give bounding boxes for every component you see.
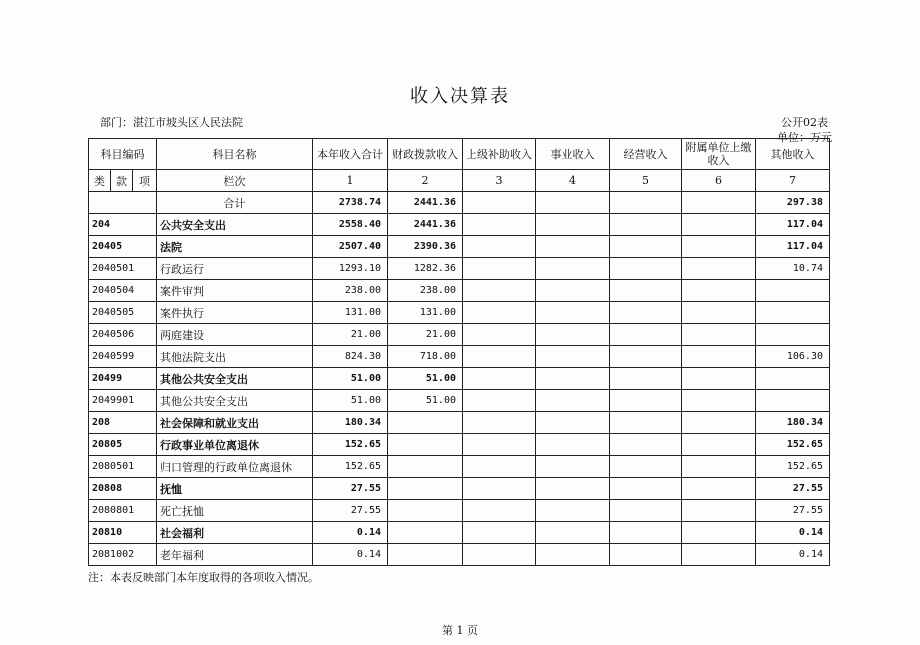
header-col-5: 经营收入 <box>610 139 682 170</box>
amount-cell: 824.30 <box>313 346 388 368</box>
subject-code: 2040501 <box>89 258 157 280</box>
amount-cell <box>756 368 830 390</box>
amount-cell <box>536 544 610 566</box>
amount-cell: 2390.36 <box>388 236 463 258</box>
amount-cell: 0.14 <box>313 544 388 566</box>
subject-name: 行政事业单位离退休 <box>157 434 313 456</box>
amount-cell <box>536 522 610 544</box>
subject-name: 法院 <box>157 236 313 258</box>
amount-cell <box>388 412 463 434</box>
col-number-4: 4 <box>536 170 610 192</box>
header-col-4: 事业收入 <box>536 139 610 170</box>
col-number-6: 6 <box>682 170 756 192</box>
amount-cell <box>682 280 756 302</box>
table-row <box>89 522 830 544</box>
subject-name: 案件审判 <box>157 280 313 302</box>
table-row <box>89 456 830 478</box>
amount-cell <box>463 302 536 324</box>
department-label: 部门：湛江市坡头区人民法院 <box>100 116 243 129</box>
amount-cell <box>610 324 682 346</box>
amount-cell <box>463 522 536 544</box>
amount-cell <box>536 324 610 346</box>
amount-cell <box>536 368 610 390</box>
amount-cell <box>463 456 536 478</box>
amount-cell: 0.14 <box>756 522 830 544</box>
table-row <box>89 214 830 236</box>
amount-cell: 131.00 <box>313 302 388 324</box>
amount-cell: 51.00 <box>388 368 463 390</box>
subject-name: 社会保障和就业支出 <box>157 412 313 434</box>
amount-cell <box>536 478 610 500</box>
amount-cell: 152.65 <box>313 456 388 478</box>
form-number: 公开02表 <box>781 116 828 129</box>
amount-cell <box>682 544 756 566</box>
header-kuan: 款 <box>111 170 133 192</box>
amount-cell: 117.04 <box>756 214 830 236</box>
amount-cell <box>756 302 830 324</box>
page-number: 第 1 页 <box>442 624 478 637</box>
amount-cell: 1293.10 <box>313 258 388 280</box>
subject-code: 20405 <box>89 236 157 258</box>
amount-cell <box>610 412 682 434</box>
amount-cell <box>610 214 682 236</box>
amount-cell: 27.55 <box>756 478 830 500</box>
header-lei: 类 <box>89 170 111 192</box>
amount-cell <box>388 478 463 500</box>
header-col-3: 上级补助收入 <box>463 139 536 170</box>
table-row <box>89 500 830 522</box>
amount-cell: 21.00 <box>388 324 463 346</box>
amount-cell <box>682 412 756 434</box>
amount-cell <box>463 412 536 434</box>
amount-cell: 2558.40 <box>313 214 388 236</box>
subject-name: 行政运行 <box>157 258 313 280</box>
total-value <box>610 192 682 214</box>
amount-cell: 106.30 <box>756 346 830 368</box>
amount-cell <box>610 434 682 456</box>
subject-code: 20808 <box>89 478 157 500</box>
subject-code: 2080801 <box>89 500 157 522</box>
amount-cell <box>536 346 610 368</box>
subject-code: 2040506 <box>89 324 157 346</box>
income-table <box>88 138 830 566</box>
amount-cell <box>463 500 536 522</box>
amount-cell <box>682 522 756 544</box>
table-row <box>89 368 830 390</box>
amount-cell <box>463 478 536 500</box>
header-col-2: 财政拨款收入 <box>388 139 463 170</box>
amount-cell: 718.00 <box>388 346 463 368</box>
subject-name: 其他公共安全支出 <box>157 390 313 412</box>
amount-cell <box>536 280 610 302</box>
total-value: 2441.36 <box>388 192 463 214</box>
amount-cell: 51.00 <box>313 390 388 412</box>
total-row <box>89 192 830 214</box>
subject-name: 公共安全支出 <box>157 214 313 236</box>
amount-cell: 117.04 <box>756 236 830 258</box>
amount-cell: 131.00 <box>388 302 463 324</box>
amount-cell <box>536 390 610 412</box>
col-number-7: 7 <box>756 170 830 192</box>
amount-cell <box>536 302 610 324</box>
amount-cell: 0.14 <box>313 522 388 544</box>
row-index-label: 栏次 <box>157 170 313 192</box>
amount-cell <box>682 214 756 236</box>
amount-cell <box>536 434 610 456</box>
amount-cell <box>610 456 682 478</box>
table-row <box>89 280 830 302</box>
subject-name: 老年福利 <box>157 544 313 566</box>
amount-cell <box>682 478 756 500</box>
amount-cell <box>536 214 610 236</box>
table-row <box>89 544 830 566</box>
amount-cell <box>610 500 682 522</box>
header-subject-code: 科目编码 <box>89 139 157 170</box>
subject-code: 20805 <box>89 434 157 456</box>
total-value <box>463 192 536 214</box>
amount-cell: 152.65 <box>756 434 830 456</box>
amount-cell <box>610 346 682 368</box>
amount-cell <box>536 500 610 522</box>
amount-cell: 21.00 <box>313 324 388 346</box>
subject-code: 2080501 <box>89 456 157 478</box>
amount-cell <box>756 280 830 302</box>
page-title: 收入决算表 <box>410 86 510 107</box>
subject-code: 2040504 <box>89 280 157 302</box>
amount-cell <box>682 390 756 412</box>
amount-cell: 152.65 <box>756 456 830 478</box>
amount-cell <box>536 236 610 258</box>
amount-cell <box>536 456 610 478</box>
amount-cell <box>536 258 610 280</box>
amount-cell <box>463 280 536 302</box>
col-number-3: 3 <box>463 170 536 192</box>
amount-cell <box>388 544 463 566</box>
table-row <box>89 412 830 434</box>
amount-cell <box>388 456 463 478</box>
amount-cell <box>756 390 830 412</box>
col-number-5: 5 <box>610 170 682 192</box>
col-number-2: 2 <box>388 170 463 192</box>
subject-name: 抚恤 <box>157 478 313 500</box>
amount-cell: 0.14 <box>756 544 830 566</box>
amount-cell <box>682 500 756 522</box>
total-label: 合计 <box>157 192 313 214</box>
amount-cell <box>463 434 536 456</box>
amount-cell <box>610 478 682 500</box>
amount-cell <box>463 346 536 368</box>
amount-cell <box>610 368 682 390</box>
amount-cell <box>610 280 682 302</box>
footnote: 注：本表反映部门本年度取得的各项收入情况。 <box>88 571 319 584</box>
total-value <box>536 192 610 214</box>
header-col-1: 本年收入合计 <box>313 139 388 170</box>
amount-cell: 180.34 <box>313 412 388 434</box>
subject-name: 社会福利 <box>157 522 313 544</box>
amount-cell <box>610 522 682 544</box>
amount-cell: 27.55 <box>313 478 388 500</box>
total-value <box>682 192 756 214</box>
subject-code: 20810 <box>89 522 157 544</box>
amount-cell <box>388 500 463 522</box>
amount-cell: 180.34 <box>756 412 830 434</box>
amount-cell: 152.65 <box>313 434 388 456</box>
subject-code: 2040505 <box>89 302 157 324</box>
amount-cell <box>463 368 536 390</box>
amount-cell <box>463 258 536 280</box>
amount-cell <box>682 302 756 324</box>
amount-cell <box>610 390 682 412</box>
amount-cell <box>682 346 756 368</box>
amount-cell <box>682 236 756 258</box>
table-row <box>89 346 830 368</box>
table-row <box>89 390 830 412</box>
amount-cell <box>610 302 682 324</box>
unit-label: 单位：万元 <box>777 131 832 144</box>
col-number-1: 1 <box>313 170 388 192</box>
amount-cell <box>610 258 682 280</box>
subject-code: 2040599 <box>89 346 157 368</box>
amount-cell <box>756 324 830 346</box>
total-code-cell <box>89 192 157 214</box>
amount-cell <box>682 434 756 456</box>
header-col-6: 附属单位上缴收入 <box>682 139 756 170</box>
subject-code: 20499 <box>89 368 157 390</box>
header-xiang: 项 <box>133 170 157 192</box>
amount-cell: 10.74 <box>756 258 830 280</box>
amount-cell: 2507.40 <box>313 236 388 258</box>
table-row <box>89 434 830 456</box>
amount-cell <box>682 258 756 280</box>
amount-cell <box>463 544 536 566</box>
subject-name: 其他公共安全支出 <box>157 368 313 390</box>
table-row <box>89 324 830 346</box>
amount-cell <box>463 214 536 236</box>
amount-cell <box>536 412 610 434</box>
subject-code: 204 <box>89 214 157 236</box>
table-row <box>89 302 830 324</box>
amount-cell <box>682 368 756 390</box>
amount-cell <box>388 522 463 544</box>
amount-cell <box>610 236 682 258</box>
subject-code: 2049901 <box>89 390 157 412</box>
amount-cell: 238.00 <box>313 280 388 302</box>
table-row <box>89 258 830 280</box>
subject-name: 归口管理的行政单位离退休 <box>157 456 313 478</box>
amount-cell <box>610 544 682 566</box>
amount-cell: 1282.36 <box>388 258 463 280</box>
subject-code: 2081002 <box>89 544 157 566</box>
total-value: 297.38 <box>756 192 830 214</box>
amount-cell <box>463 324 536 346</box>
subject-code: 208 <box>89 412 157 434</box>
amount-cell: 27.55 <box>313 500 388 522</box>
subject-name: 案件执行 <box>157 302 313 324</box>
amount-cell: 51.00 <box>388 390 463 412</box>
total-value: 2738.74 <box>313 192 388 214</box>
amount-cell: 2441.36 <box>388 214 463 236</box>
subject-name: 其他法院支出 <box>157 346 313 368</box>
amount-cell <box>463 390 536 412</box>
amount-cell <box>682 324 756 346</box>
amount-cell <box>682 456 756 478</box>
amount-cell: 27.55 <box>756 500 830 522</box>
table-row <box>89 236 830 258</box>
amount-cell <box>463 236 536 258</box>
amount-cell: 238.00 <box>388 280 463 302</box>
subject-name: 两庭建设 <box>157 324 313 346</box>
header-col-7: 其他收入 <box>756 139 830 170</box>
subject-name: 死亡抚恤 <box>157 500 313 522</box>
header-subject-name: 科目名称 <box>157 139 313 170</box>
amount-cell <box>388 434 463 456</box>
amount-cell: 51.00 <box>313 368 388 390</box>
table-row <box>89 478 830 500</box>
